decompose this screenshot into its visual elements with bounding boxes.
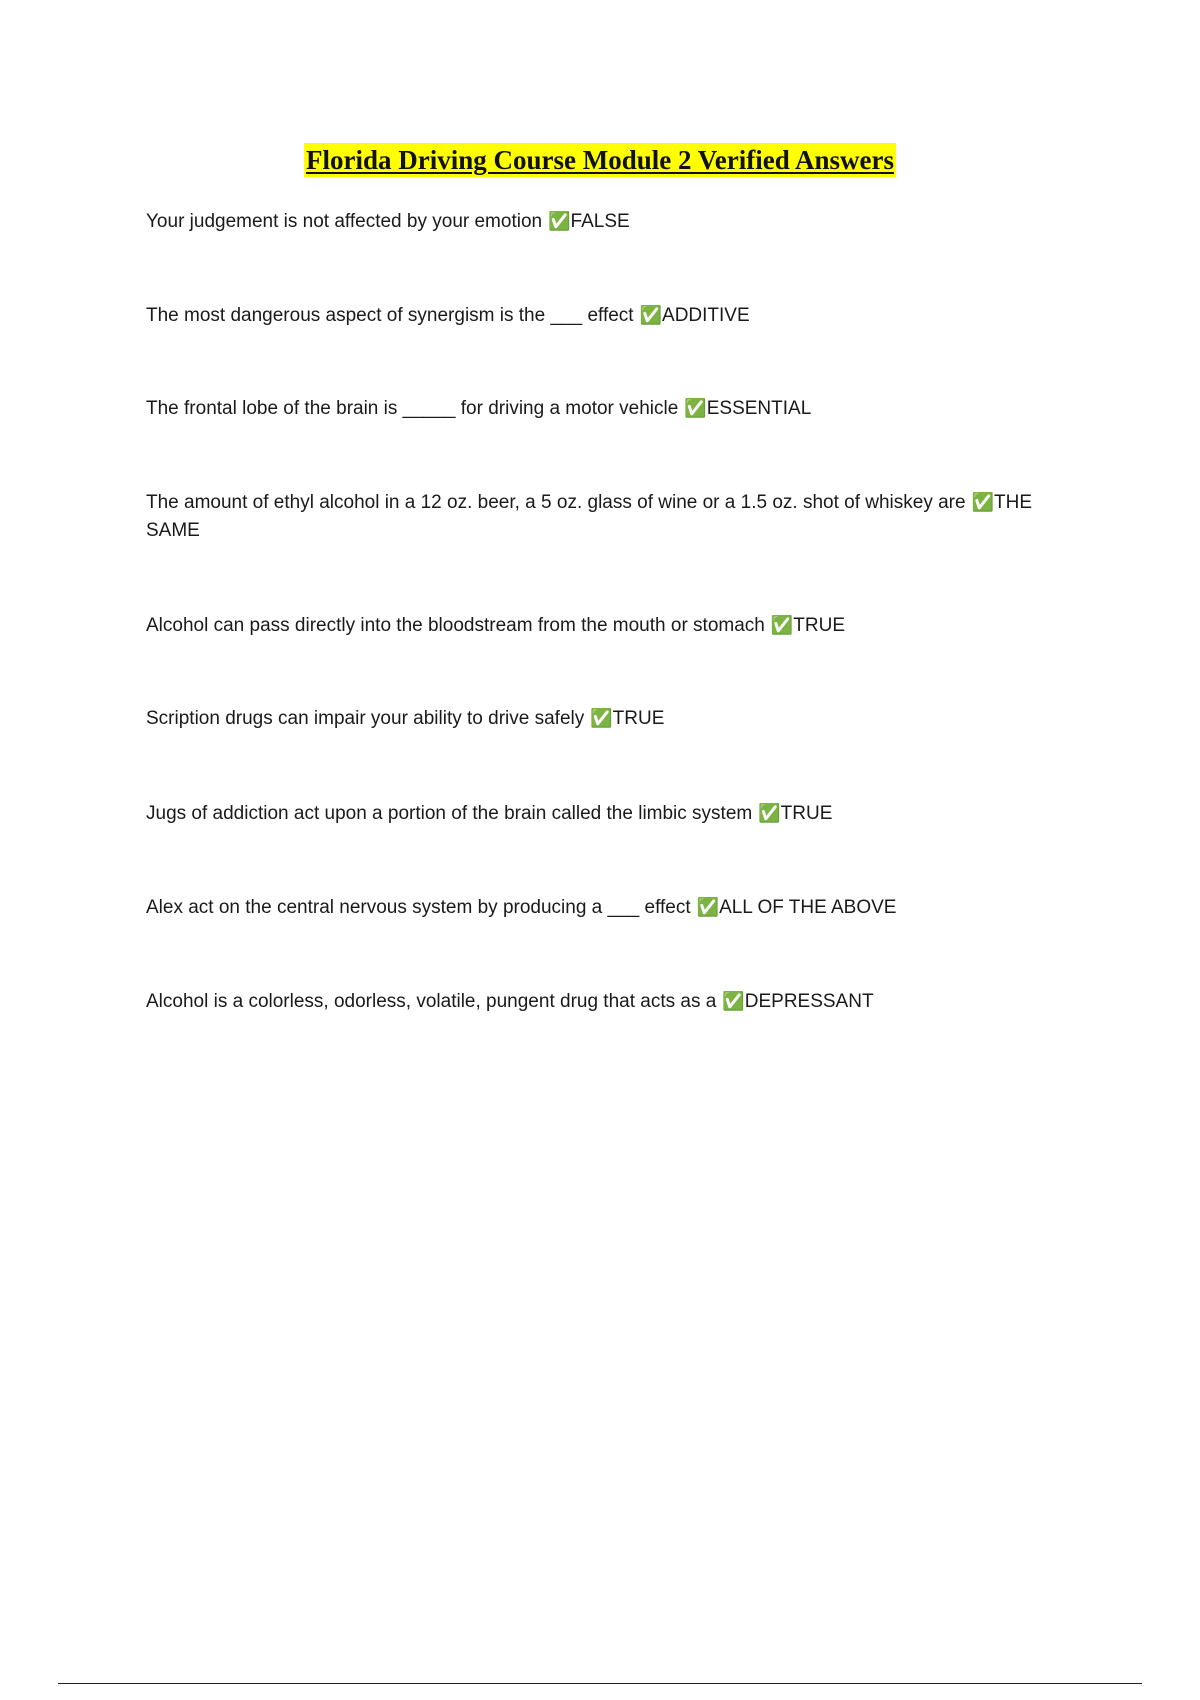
- question-text: The amount of ethyl alcohol in a 12 oz. beer, a 5 oz. glass of wine or a 1.5 oz. shot of whiskey are: [146, 492, 966, 513]
- answer-text: TRUE: [612, 708, 665, 729]
- answer-text: ESSENTIAL: [706, 398, 812, 419]
- check-icon: ✅: [639, 305, 663, 326]
- qa-item: [146, 612, 1086, 640]
- answer-text: ADDITIVE: [662, 305, 750, 326]
- document-title: Florida Driving Course Module 2 Verified Answers: [306, 145, 894, 175]
- question-text: Your judgement is not affected by your emotion: [146, 211, 543, 232]
- question-text: Alcohol can pass directly into the bloodstream from the mouth or stomach: [146, 615, 765, 636]
- check-icon: ✅: [758, 803, 781, 824]
- answer-text: THE SAME: [146, 492, 1033, 541]
- answer-text: TRUE: [793, 615, 846, 636]
- qa-item: [146, 208, 1086, 236]
- answer-text: ALL OF THE ABOVE: [719, 897, 897, 918]
- qa-item: [146, 302, 1086, 330]
- answer-text: FALSE: [570, 211, 630, 232]
- check-icon: ✅: [971, 492, 995, 513]
- answer-text: TRUE: [780, 803, 833, 824]
- check-icon: ✅: [696, 897, 720, 918]
- question-text: Alex act on the central nervous system by producing a ___ effect: [146, 897, 691, 918]
- qa-item: [146, 800, 1086, 828]
- check-icon: ✅: [722, 991, 745, 1012]
- check-icon: ✅: [590, 708, 613, 729]
- question-text: Jugs of addiction act upon a portion of the brain called the limbic system: [146, 803, 753, 824]
- check-icon: ✅: [770, 615, 794, 636]
- qa-item: [146, 489, 1086, 545]
- title-container: [0, 143, 1200, 177]
- answer-text: DEPRESSANT: [744, 991, 874, 1012]
- qa-item: [146, 988, 1086, 1016]
- qa-item: [146, 894, 1086, 922]
- question-text: Alcohol is a colorless, odorless, volatile, pungent drug that acts as a: [146, 991, 717, 1012]
- check-icon: ✅: [548, 211, 571, 232]
- qa-item: [146, 395, 1086, 423]
- check-icon: ✅: [684, 398, 707, 419]
- question-text: The frontal lobe of the brain is _____ for driving a motor vehicle: [146, 398, 679, 419]
- qa-item: [146, 705, 1086, 733]
- footer-divider: [58, 1683, 1142, 1684]
- question-text: Scription drugs can impair your ability to drive safely: [146, 708, 585, 729]
- question-text: The most dangerous aspect of synergism is the ___ effect: [146, 305, 634, 326]
